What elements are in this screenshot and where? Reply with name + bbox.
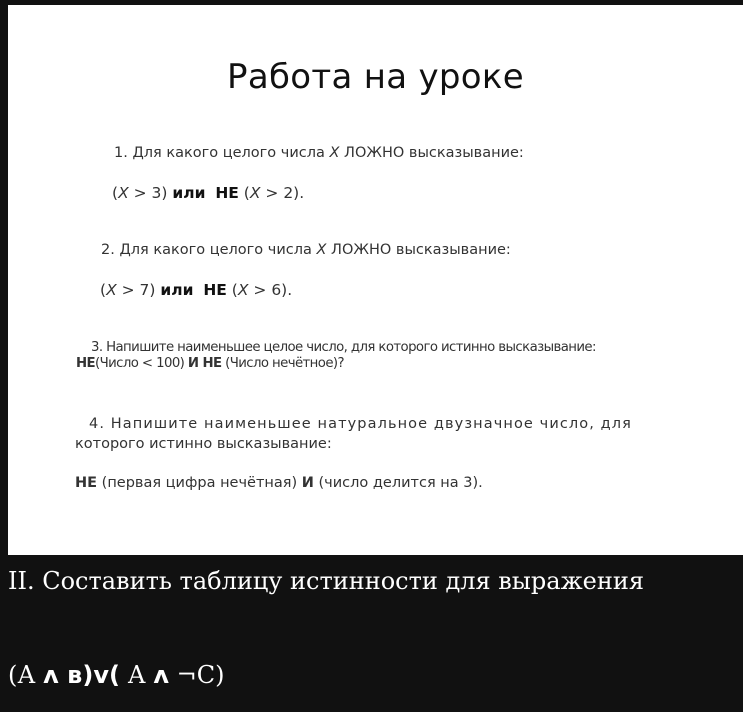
- task2-expr-p1: (: [100, 281, 107, 299]
- task2-question-after: ЛОЖНО высказывание:: [326, 242, 511, 258]
- task3-question: 3. Напишите наименьшее целое число, для которого истинно высказывание:: [91, 340, 596, 355]
- task2-expr-or: или: [160, 281, 194, 299]
- task2-expr-p2: > 7): [116, 281, 161, 299]
- task1-expr-or: или: [172, 184, 206, 202]
- expr-part-a1: (А: [8, 661, 44, 689]
- task3-part1: (Число < 100): [95, 356, 188, 371]
- task4-op-and: И: [301, 475, 314, 491]
- task1-var: X: [329, 145, 340, 161]
- task1-expr-p3: (: [238, 184, 250, 202]
- expr-part-notc: ¬С): [169, 661, 225, 689]
- task1-expr-p1: (: [112, 184, 119, 202]
- expr-part-and2: ʌ: [153, 661, 170, 689]
- task1-expression: [112, 184, 304, 202]
- slide-image: [8, 5, 743, 555]
- task2-expr-var2: X: [237, 281, 249, 299]
- task2-expr-p3: (: [226, 281, 238, 299]
- task1-question-before: 1. Для какого целого числа: [114, 145, 330, 161]
- task2-question-before: 2. Для какого целого числа: [101, 242, 317, 258]
- task1-expr-p2: > 3): [128, 184, 173, 202]
- task2-question: [101, 242, 511, 258]
- task3-op-and-not: И НЕ: [187, 356, 222, 371]
- task4-expression: [75, 475, 483, 491]
- task2-expr-var1: X: [106, 281, 117, 299]
- task4-part2: (число делится на 3).: [313, 475, 483, 491]
- task2-var: X: [316, 242, 327, 258]
- task1-expr-not: НЕ: [215, 184, 239, 202]
- task4-part1: (первая цифра нечётная): [97, 475, 302, 491]
- task-heading: II. Составить таблицу истинности для выражения: [8, 567, 644, 595]
- task2-expression: [100, 281, 292, 299]
- task1-expr-var1: X: [118, 184, 129, 202]
- slide-title: Работа на уроке: [227, 57, 524, 97]
- task2-expr-p4: > 6).: [248, 281, 293, 299]
- expr-part-and1: ʌ в)ᴠ(: [43, 661, 120, 689]
- task4-question-line2: которого истинно высказывание:: [75, 436, 332, 452]
- task1-expr-p4: > 2).: [260, 184, 305, 202]
- task2-expr-not: НЕ: [203, 281, 227, 299]
- task4-question-line1: 4. Напишите наименьшее натуральное двузначное число, для: [89, 416, 632, 432]
- task3-expression: [76, 356, 344, 371]
- expr-part-a2: А: [119, 661, 154, 689]
- logic-expression: [8, 661, 225, 689]
- task1-expr-var2: X: [249, 184, 261, 202]
- task3-op-not: НЕ: [76, 356, 96, 371]
- task3-part2: (Число нечётное)?: [221, 356, 344, 371]
- task1-question: [114, 145, 524, 161]
- task1-question-after: ЛОЖНО высказывание:: [339, 145, 524, 161]
- task4-op-not: НЕ: [75, 475, 98, 491]
